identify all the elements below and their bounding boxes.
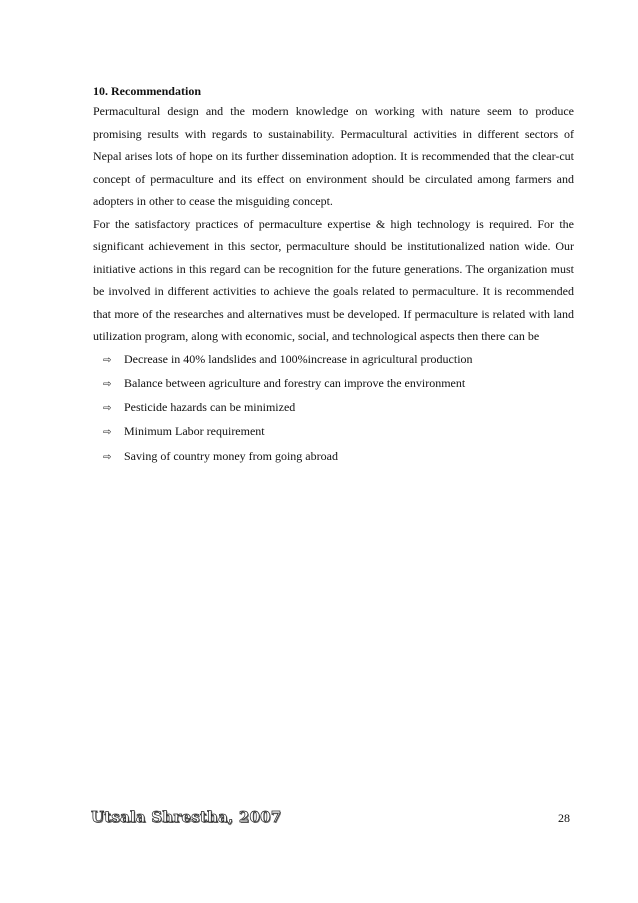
- list-item: [103, 372, 574, 396]
- list-item-text: Balance between agriculture and forestry can improve the environment: [124, 375, 466, 390]
- list-item: [103, 445, 574, 469]
- page-content: [93, 84, 574, 469]
- section-heading: 10. Recommendation: [93, 84, 201, 98]
- list-item: [103, 396, 574, 420]
- footer-author: Utsala Shrestha, 2007: [91, 808, 282, 826]
- hollow-arrow-bullet-icon: ⇨: [103, 354, 112, 366]
- hollow-arrow-bullet-icon: ⇨: [103, 378, 112, 390]
- hollow-arrow-bullet-icon: ⇨: [103, 403, 112, 415]
- paragraph-2: For the satisfactory practices of permaculture expertise & high technology is required. For the significant achievement in this sector, permaculture should be institutionalized nation wide. Our initiative actions in this regard can be recognition for the future generations. The organization must be involved in different activities to achieve the goals related to permaculture. It is recommended that more of the researches and alternatives must be developed. If permaculture is related with land utilization program, along with economic, social, and technological aspects then there can be: [93, 216, 574, 343]
- list-item-text: Decrease in 40% landslides and 100%increase in agricultural production: [124, 351, 473, 366]
- list-item: [103, 348, 574, 372]
- paragraph-1: Permacultural design and the modern knowledge on working with nature seem to produce promising results with regards to sustainability. Permacultural activities in different sectors of Nepal arises lots of hope on its further dissemination adoption. It is recommended that the clear-cut concept of permaculture and its effect on environment should be circulated among farmers and adopters in other to cease the misguiding concept.: [93, 104, 574, 208]
- list-item: [103, 420, 574, 444]
- hollow-arrow-bullet-icon: ⇨: [103, 427, 112, 439]
- list-item-text: Saving of country money from going abroad: [124, 448, 338, 463]
- list-item-text: Pesticide hazards can be minimized: [124, 400, 296, 415]
- page-number: 28: [558, 811, 570, 825]
- list-item-text: Minimum Labor requirement: [124, 424, 265, 439]
- recommendation-list: [93, 348, 574, 469]
- hollow-arrow-bullet-icon: ⇨: [103, 451, 112, 463]
